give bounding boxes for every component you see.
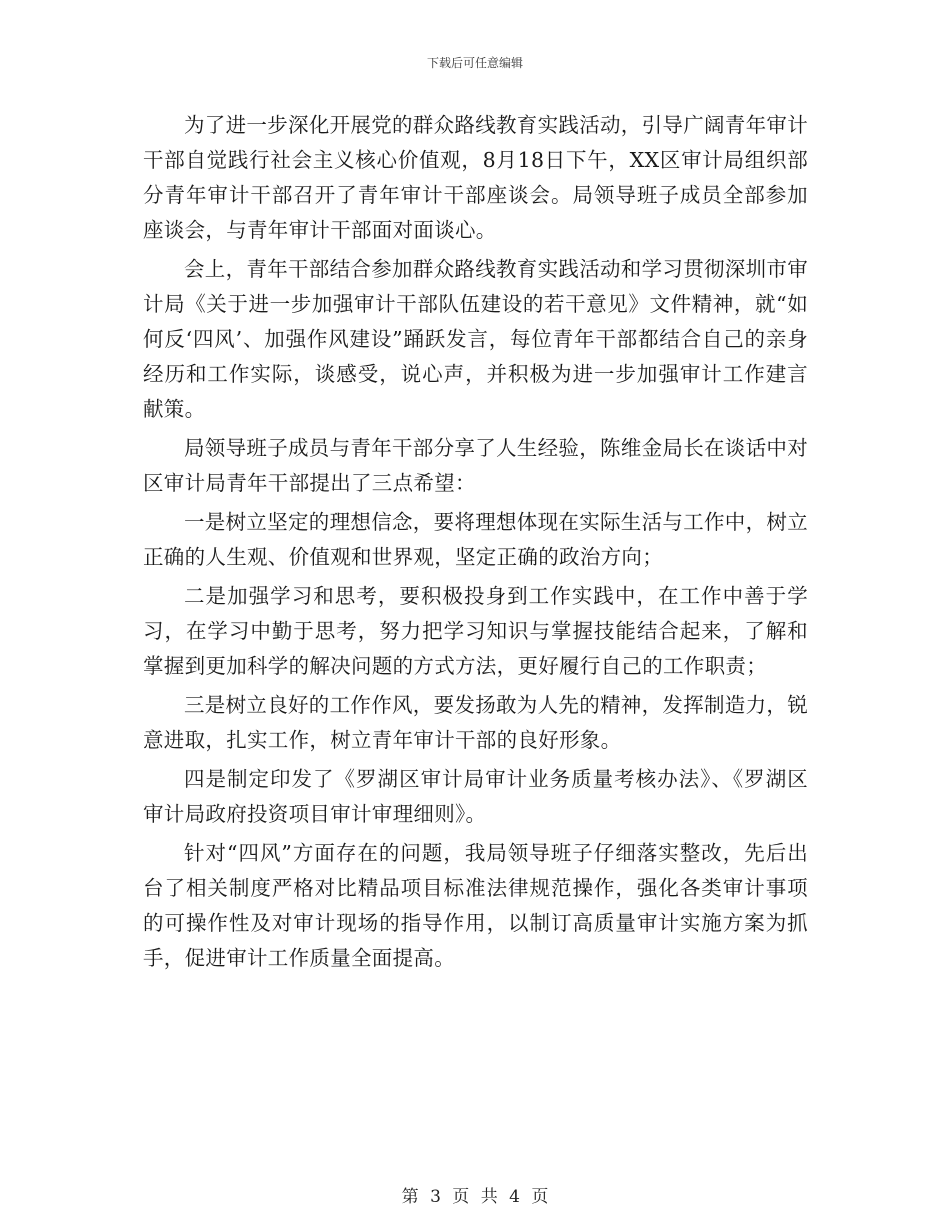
page-number-footer: 第 3 页 共 4 页	[401, 1187, 549, 1207]
paragraph-8: 针对“四风”方面存在的问题，我局领导班子仔细落实整改，先后出台了相关制度严格对比精品项目标准法律规范操作，强化各类审计事项的可操作性及对审计现场的指导作用，以制订高质量审计实施方案为抓手，促进审计工作质量全面提高。	[143, 841, 808, 970]
document-body	[143, 108, 808, 980]
page-header-note: 下载后可任意编辑	[426, 56, 523, 70]
paragraph-2: 会上，青年干部结合参加群众路线教育实践活动和学习贯彻深圳市审计局《关于进一步加强审计干部队伍建设的若干意见》文件精神，就“如何反‘四风’、加强作风建设”踊跃发言，每位青年干部都结合自己的亲身经历和工作实际，谈感受，说心声，并积极为进一步加强审计工作建言献策。	[143, 257, 808, 421]
paragraph-3: 局领导班子成员与青年干部分享了人生经验，陈维金局长在谈话中对区审计局青年干部提出了三点希望：	[143, 436, 808, 495]
paragraph-4: 一是树立坚定的理想信念，要将理想体现在实际生活与工作中，树立正确的人生观、价值观和世界观，坚定正确的政治方向；	[143, 510, 808, 569]
paragraph-6: 三是树立良好的工作作风，要发扬敢为人先的精神，发挥制造力，锐意进取，扎实工作，树立青年审计干部的良好形象。	[143, 693, 808, 752]
paragraph-1: 为了进一步深化开展党的群众路线教育实践活动，引导广阔青年审计干部自觉践行社会主义核心价值观，8月18日下午，XX区审计局组织部分青年审计干部召开了青年审计干部座谈会。局领导班子成员全部参加座谈会，与青年审计干部面对面谈心。	[143, 113, 808, 242]
paragraph-7: 四是制定印发了《罗湖区审计局审计业务质量考核办法》、《罗湖区审计局政府投资项目审计审理细则》。	[143, 767, 808, 826]
paragraph-5: 二是加强学习和思考，要积极投身到工作实践中，在工作中善于学习，在学习中勤于思考，努力把学习知识与掌握技能结合起来，了解和掌握到更加科学的解决问题的方式方法，更好履行自己的工作职责；	[143, 584, 808, 678]
